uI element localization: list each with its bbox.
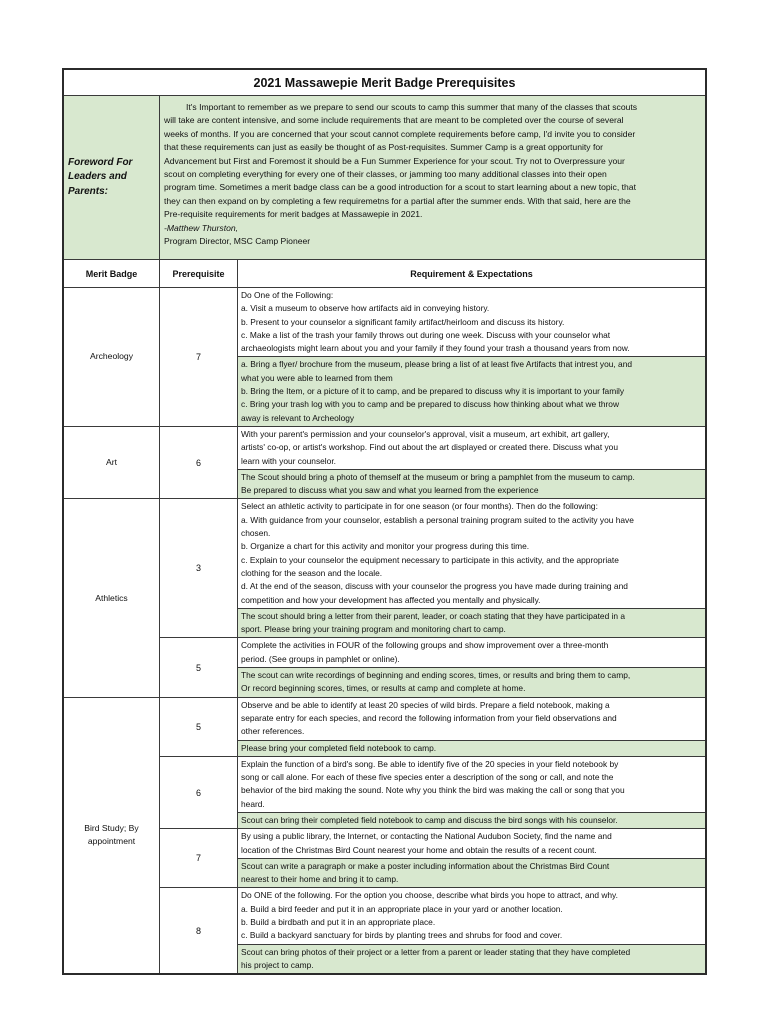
requirement-line: a. With guidance from your counselor, establish a personal training program suited to the activity you have	[241, 514, 634, 525]
requirement-text	[238, 288, 705, 356]
badge-row	[64, 427, 705, 499]
foreword-label	[64, 96, 160, 259]
header-requirement: Requirement & Expectations	[410, 268, 533, 279]
foreword-label-line: Leaders and	[68, 171, 127, 183]
requirement-line: b. Present to your counselor a significant family artifact/heirloom and discuss its history.	[241, 316, 565, 327]
requirement-line: Do One of the Following:	[241, 290, 334, 300]
expectation-line: Please bring your completed field notebook to camp.	[241, 742, 437, 753]
document-title: 2021 Massawepie Merit Badge Prerequisites	[64, 70, 705, 96]
requirement-line: Observe and be able to identify at least 20 species of wild birds. Prepare a field notebook, making a	[241, 699, 610, 710]
requirement-row	[160, 638, 705, 696]
column-headers	[64, 260, 705, 288]
requirement-cell	[238, 757, 705, 828]
prerequisite-number: 6	[160, 757, 238, 828]
requirement-cell	[238, 698, 705, 756]
prerequisite-number: 6	[160, 427, 238, 498]
requirement-row	[160, 698, 705, 757]
expectation-line: what you were able to learned from them	[241, 372, 393, 383]
requirement-line: other references.	[241, 726, 305, 737]
expectation-text	[238, 608, 705, 638]
expectation-text	[238, 944, 705, 974]
badge-row	[64, 499, 705, 697]
expectation-text	[238, 858, 705, 888]
requirement-cell	[238, 427, 705, 498]
prerequisite-table	[62, 68, 707, 975]
requirement-line: c. Explain to your counselor the equipment necessary to participate in this activity, and the appropriate	[241, 554, 619, 565]
requirement-line: By using a public library, the Internet, or contacting the National Audubon Society, find the name and	[241, 831, 612, 842]
expectation-text	[238, 740, 705, 756]
expectation-text	[238, 812, 705, 828]
foreword-line: will take are content intensive, and some include requirements that are meant to be completed over the course of several	[164, 115, 624, 126]
expectation-line: Scout can write a paragraph or make a poster including information about the Christmas Bird Count	[241, 860, 610, 871]
requirement-line: c. Build a backyard sanctuary for birds by planting trees and shrubs for food and cover.	[241, 930, 563, 941]
badge-rows	[64, 288, 705, 973]
badge-requirements	[160, 288, 705, 426]
requirement-line: With your parent's permission and your counselor's approval, visit a museum, art exhibit, art gallery,	[241, 428, 610, 439]
prerequisite-number: 5	[160, 698, 238, 756]
foreword-row	[64, 96, 705, 260]
requirement-line: separate entry for each species, and record the following information from your field observations and	[241, 712, 617, 723]
foreword-line: It's Important to remember as we prepare to send our scouts to camp this summer that many of the classes that scouts	[186, 102, 638, 112]
requirement-row	[160, 288, 705, 426]
prerequisite-number: 3	[160, 499, 238, 637]
expectation-line: Scout can bring photos of their project or a letter from a parent or leader stating that they have completed	[241, 946, 631, 957]
prerequisite-number: 7	[160, 288, 238, 426]
expectation-line: a. Bring a flyer/ brochure from the museum, please bring a list of at least five Artifacts that intrest you, and	[241, 359, 633, 370]
expectation-line: his project to camp.	[241, 959, 314, 970]
expectation-line: The scout should bring a letter from their parent, leader, or coach stating that they have participated in a	[241, 610, 626, 621]
requirement-line: competition and how your development has affected you mentally and physically.	[241, 594, 541, 605]
requirement-line: d. At the end of the season, discuss with your counselor the progress you have made during training and	[241, 581, 628, 592]
requirement-cell	[238, 288, 705, 426]
foreword-line: that these requirements can just as easily be thought of as Post-requisites. Summer Camp is a great opportunity for	[164, 142, 603, 153]
requirement-line: archaeologists might learn about you and your family if they found your trash a thousand years from now.	[241, 343, 630, 354]
requirement-line: a. Visit a museum to observe how artifacts aid in conveying history.	[241, 303, 490, 314]
header-prerequisite: Prerequisite	[160, 260, 238, 287]
requirement-line: learn with your counselor.	[241, 455, 336, 466]
requirement-row	[160, 499, 705, 638]
foreword-line: they can then expand on by completing a few requiremetns for a partial after the summer ends. With that said, here are the	[164, 195, 631, 206]
requirement-text	[238, 888, 705, 943]
badge-requirements	[160, 499, 705, 696]
expectation-line: nearest to their home and bring it to camp.	[241, 874, 399, 885]
requirement-cell	[238, 638, 705, 696]
expectation-line: The scout can write recordings of beginning and ending scores, times, or results and bring them to camp,	[241, 670, 631, 681]
foreword-line: -Matthew Thurston,	[164, 222, 239, 233]
prerequisite-number: 5	[160, 638, 238, 696]
expectation-line: Be prepared to discuss what you saw and what you learned from the experience	[241, 485, 539, 496]
requirement-text	[238, 638, 705, 667]
badge-name: Bird Study; By appointment	[64, 698, 160, 974]
expectation-line: The Scout should bring a photo of themself at the museum or bring a pamphlet from the museum to camp.	[241, 471, 635, 482]
foreword-line: weeks of months. If you are concerned that your scout cannot complete requirements before camp, I'd invite you to consider	[164, 128, 636, 139]
badge-row	[64, 288, 705, 427]
expectation-line: sport. Please bring your training program and monitoring chart to camp.	[241, 624, 506, 635]
requirement-row	[160, 757, 705, 829]
badge-requirements	[160, 698, 705, 974]
requirement-text	[238, 698, 705, 740]
expectation-text	[238, 469, 705, 499]
requirement-line: c. Make a list of the trash your family throws out during one week. Discuss with your counselor what	[241, 329, 611, 340]
requirement-line: heard.	[241, 798, 265, 809]
expectation-line: c. Bring your trash log with you to camp and be prepared to discuss how thinking about what we throw	[241, 399, 620, 410]
requirement-line: a. Build a bird feeder and put it in an appropriate place in your yard or another location.	[241, 903, 563, 914]
requirement-text	[238, 499, 705, 607]
requirement-line: b. Build a birdbath and put it in an appropriate place.	[241, 917, 436, 928]
requirement-line: behavior of the bird making the sound. Note why you think the bird was making the call or song that you	[241, 785, 625, 796]
header-merit-badge: Merit Badge	[64, 260, 160, 287]
foreword-label-line: Foreword For	[68, 156, 133, 168]
requirement-cell	[238, 499, 705, 637]
foreword-label-line: Parents:	[68, 185, 109, 197]
requirement-line: Explain the function of a bird's song. Be able to identify five of the 20 species in your field notebook by	[241, 758, 619, 769]
foreword-text	[160, 96, 705, 259]
requirement-row	[160, 829, 705, 888]
requirement-line: chosen.	[241, 528, 271, 539]
requirement-line: song or call alone. For each of these five species enter a description of the song or call, and note the	[241, 772, 614, 783]
expectation-text	[238, 356, 705, 425]
expectation-line: Or record beginning scores, times, or results at camp and complete at home.	[241, 683, 526, 694]
expectation-line: Scout can bring their completed field notebook to camp and discuss the bird songs with his counselor.	[241, 814, 618, 825]
badge-name: Athletics	[64, 499, 160, 696]
requirement-text	[238, 829, 705, 858]
requirement-line: clothing for the season and the locale.	[241, 567, 383, 578]
expectation-line: b. Bring the Item, or a picture of it to camp, and be prepared to discuss why it is important to your family	[241, 386, 625, 397]
requirement-line: Complete the activities in FOUR of the following groups and show improvement over a three-month	[241, 640, 609, 651]
requirement-text	[238, 427, 705, 469]
foreword-line: Program Director, MSC Camp Pioneer	[164, 236, 311, 247]
foreword-line: Pre-requisite requirements for merit badges at Massawepie in 2021.	[164, 209, 423, 220]
foreword-line: Advancement but First and Foremost it should be a Fun Summer Experience for your scout. Try not to Overpressure your	[164, 155, 625, 166]
expectation-text	[238, 667, 705, 697]
foreword-line: program time. Sometimes a merit badge class can be a good introduction for a scout to start learning about a new topic, that	[164, 182, 636, 193]
requirement-row	[160, 427, 705, 498]
badge-name: Art	[64, 427, 160, 498]
foreword-line: scout on completing everything for every one of their classes, or jamming too many additional classes into their open	[164, 169, 607, 180]
expectation-line: away is relevant to Archeology	[241, 412, 355, 423]
requirement-line: Select an athletic activity to participate in for one season (or four months). Then do the following:	[241, 501, 598, 512]
requirement-cell	[238, 888, 705, 973]
requirement-line: b. Organize a chart for this activity and monitor your progress during this time.	[241, 541, 530, 552]
requirement-cell	[238, 829, 705, 887]
requirement-line: period. (See groups in pamphlet or online).	[241, 653, 400, 664]
prerequisite-number: 8	[160, 888, 238, 973]
requirement-line: artists' co-op, or artist's workshop. Find out about the art displayed or created there. Discuss what you	[241, 442, 618, 453]
badge-name: Archeology	[64, 288, 160, 426]
prerequisite-number: 7	[160, 829, 238, 887]
badge-row	[64, 698, 705, 974]
requirement-text	[238, 757, 705, 812]
requirement-line: location of the Christmas Bird Count nearest your home and obtain the results of a recent count.	[241, 844, 597, 855]
badge-requirements	[160, 427, 705, 498]
requirement-row	[160, 888, 705, 973]
requirement-line: Do ONE of the following. For the option you choose, describe what birds you hope to attract, and why.	[241, 890, 618, 901]
